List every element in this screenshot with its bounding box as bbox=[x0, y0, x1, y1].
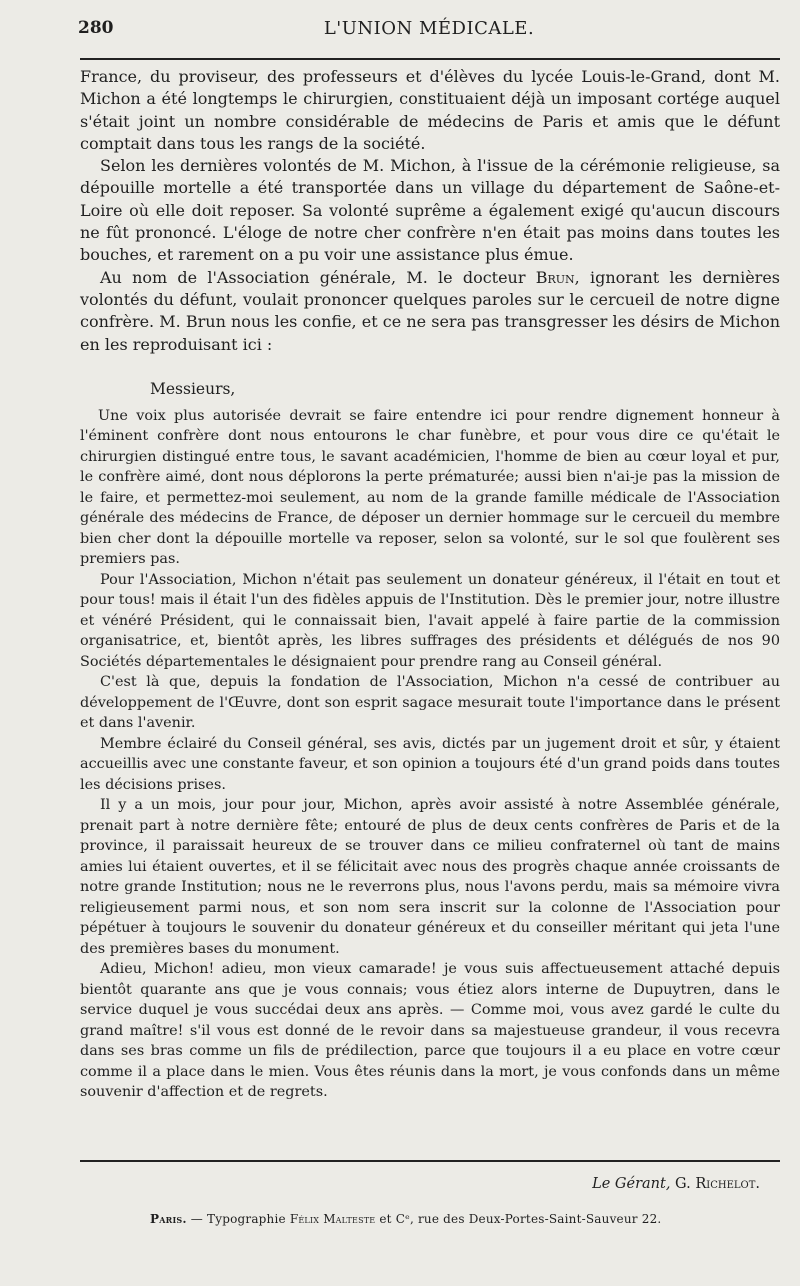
footer-rule bbox=[80, 1160, 780, 1162]
speech-paragraph: Pour l'Association, Michon n'était pas seulement un donateur généreux, il l'était en tout et pour tous! mais il était l'un des fidèles appuis de l'Institution. Dès le premier jour, notre illustre et vénéré Président, qui le connaissait bien, l'avait appelé à faire partie de la commission organisatrice, et, bientôt après, les libres suffrages des présidents et délégués de nos 90 Sociétés départementales le désignaient pour prendre rang au Conseil général. bbox=[80, 571, 780, 670]
header-rule bbox=[80, 58, 780, 60]
speech-section bbox=[80, 406, 780, 1103]
speech-paragraph: Membre éclairé du Conseil général, ses avis, dictés par un jugement droit et sûr, y étaient accueillis avec une constante faveur, et son opinion a toujours été d'un grand poids dans toutes les décisions prises. bbox=[80, 735, 780, 793]
brun-name: Brun bbox=[535, 267, 575, 287]
intro-section bbox=[80, 66, 780, 356]
running-title: L'UNION MÉDICALE. bbox=[323, 18, 535, 39]
imprint-sep: — Typographie bbox=[186, 1212, 290, 1226]
gerant-signature bbox=[592, 1176, 760, 1192]
imprint-city: Paris. bbox=[150, 1212, 187, 1226]
intro-paragraph: Au nom de l'Association générale, M. le docteur Brun, ignorant les dernières volontés du défunt, voulait prononcer quelques paroles sur le cercueil de notre digne confrère. M. Brun nous les confie, et ce ne sera pas transgresser les désirs de Michon en les reproduisant ici : bbox=[80, 267, 781, 354]
intro-paragraph: France, du proviseur, des professeurs et d'élèves du lycée Louis-le-Grand, dont M. Michon a été longtemps le chirurgien, constituaient déjà un imposant cortége auquel s'était joint un nombre considérable de médecins de Paris et amis que le défunt comptait dans tous les rangs de la société. bbox=[80, 67, 780, 153]
gerant-name: G. Richelot. bbox=[675, 1176, 760, 1192]
speech-paragraph: C'est là que, depuis la fondation de l'Association, Michon n'a cessé de contribuer au développement de l'Œuvre, dont son esprit sagace mesurait toute l'importance dans le présent et dans l'avenir. bbox=[80, 674, 780, 732]
salutation: Messieurs, bbox=[150, 379, 236, 398]
imprint-printer: Félix Malteste bbox=[289, 1212, 376, 1226]
intro-paragraph: Selon les dernières volontés de M. Michon, à l'issue de la cérémonie religieuse, sa dépouille mortelle a été transportée dans un village du département de Saône-et-Loire où elle doit reposer. Sa volonté suprême a également exigé qu'aucun discours ne fût prononcé. L'éloge de notre cher confrère n'en était pas moins dans toutes les bouches, et rarement on a pu voir une assistance plus émue. bbox=[80, 156, 780, 265]
page-header bbox=[78, 18, 780, 44]
article-body bbox=[80, 66, 780, 1103]
page-number: 280 bbox=[78, 18, 114, 38]
speech-paragraph: Une voix plus autorisée devrait se faire entendre ici pour rendre dignement honneur à l'éminent confrère dont nous entourons le char funèbre, et pour vous dire ce qu'était le chirurgien distingué entre tous, le savant académicien, l'homme de bien au cœur loyal et pur, le confrère aimé, dont nous déplorons la perte prématurée; aussi bien n'ai-je pas la mission de le faire, et permettez-moi seulement, au nom de la grande famille médicale de l'Association générale des médecins de France, de déposer un dernier hommage sur le cercueil du membre bien cher dont la dépouille mortelle va reposer, selon sa volonté, sur le sol que foulèrent ses premiers pas. bbox=[80, 407, 780, 568]
printer-imprint bbox=[150, 1212, 661, 1226]
gerant-label: Le Gérant, bbox=[592, 1176, 671, 1192]
imprint-rest: et Cᵉ, rue des Deux-Portes-Saint-Sauveur 22. bbox=[375, 1212, 662, 1226]
speech-paragraph: Il y a un mois, jour pour jour, Michon, après avoir assisté à notre Assemblée générale, prenait part à notre dernière fête; entouré de plus de deux cents confrères de Paris et de la province, il paraissait heureux de se trouver dans ce milieu confraternel où tant de mains amies lui étaient ouvertes, et il se félicitait avec nous des progrès chaque année croissants de notre grande Institution; nous ne le reverrons plus, nous l'avons perdu, mais sa mémoire vivra religieusement parmi nous, et son nom sera inscrit sur la colonne de l'Association pour pépétuer à toujours le souvenir du donateur généreux et du conseiller méritant qui jeta l'une des premières bases du monument. bbox=[80, 797, 780, 957]
speech-paragraph: Adieu, Michon! adieu, mon vieux camarade! je vous suis affectueusement attaché depuis bientôt quarante ans que je vous connais; vous étiez alors interne de Dupuytren, dans le service duquel je vous succédai deux ans après. — Comme moi, vous avez gardé le culte du grand maître! s'il vous est donné de le revoir dans sa majestueuse grandeur, il vous recevra dans ses bras comme un fils de prédilection, parce que toujours il a eu place en votre cœur comme il a place dans le mien. Vous êtes réunis dans la mort, je vous confonds dans un même souvenir d'affection et de regrets. bbox=[80, 961, 780, 1101]
